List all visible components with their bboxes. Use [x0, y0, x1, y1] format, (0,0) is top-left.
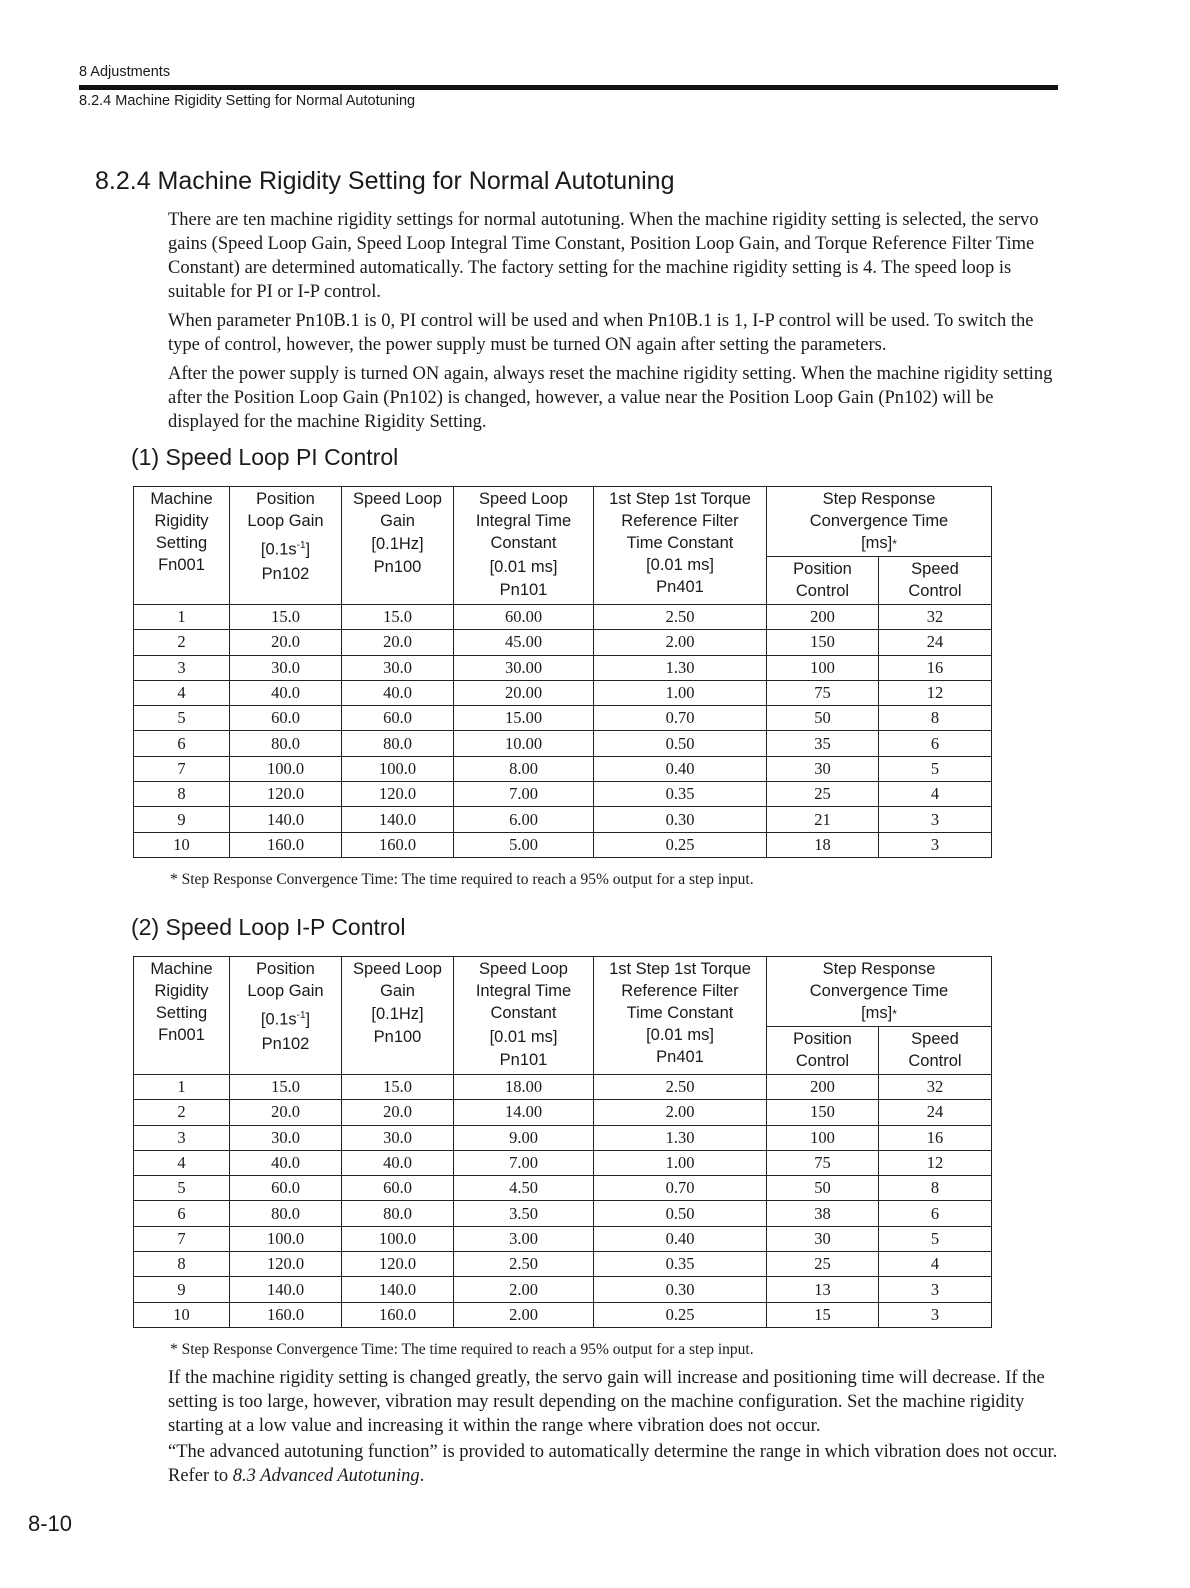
section-title: 8.2.4 Machine Rigidity Setting for Normal Autotuning	[95, 167, 675, 195]
header-line: Convergence Time	[809, 982, 949, 1000]
running-header-section: 8.2.4 Machine Rigidity Setting for Normal Autotuning	[79, 93, 416, 109]
closing-period: .	[419, 1466, 425, 1486]
cell-filter-time: 0.50	[594, 731, 767, 756]
cell-position-control: 18	[767, 832, 879, 857]
cell-integral-time: 60.00	[454, 605, 594, 630]
unit-text: ]	[305, 540, 311, 559]
header-line: Pn102	[261, 1034, 310, 1053]
cell-speed-loop-gain: 80.0	[342, 1201, 454, 1226]
header-line: Fn001	[158, 1026, 205, 1044]
header-line: Setting	[155, 1004, 208, 1022]
table-row	[134, 1100, 992, 1125]
closing-paragraph-2	[168, 1440, 1058, 1488]
header-integral-time	[454, 957, 594, 1075]
header-line: Pn401	[656, 1048, 704, 1066]
cell-position-control: 30	[767, 1226, 879, 1251]
cell-position-loop-gain: 15.0	[230, 1075, 342, 1100]
header-line: Pn101	[499, 1051, 548, 1069]
header-line: Fn001	[158, 556, 205, 574]
cell-position-control: 50	[767, 706, 879, 731]
cell-rigidity: 4	[134, 1150, 230, 1175]
cell-filter-time: 0.70	[594, 1176, 767, 1201]
intro-paragraph-2: When parameter Pn10B.1 is 0, PI control will be used and when Pn10B.1 is 1, I-P control will be used. To switch the type of control, however, the power supply must be turned ON again after setting the parameters.	[168, 311, 1034, 355]
header-line: Pn100	[373, 1028, 422, 1046]
cell-position-loop-gain: 120.0	[230, 782, 342, 807]
header-speed-loop-gain	[342, 487, 454, 605]
closing-paragraph-1: If the machine rigidity setting is changed greatly, the servo gain will increase and positioning time will decrease. If the setting is too large, however, vibration may result depending on the machine configuration. Set the machine rigidity starting at a low value and increasing it within the range where vibration does not occur.	[168, 1368, 1045, 1436]
header-line: [0.1Hz]	[371, 1005, 424, 1023]
cell-filter-time: 0.40	[594, 756, 767, 781]
cell-filter-time: 0.30	[594, 807, 767, 832]
cell-integral-time: 15.00	[454, 706, 594, 731]
cell-filter-time: 0.30	[594, 1277, 767, 1302]
pi-control-table	[133, 486, 992, 858]
header-step-response	[767, 487, 992, 557]
unit-text: [0.1s	[260, 540, 297, 559]
cell-position-loop-gain: 15.0	[230, 605, 342, 630]
cell-rigidity: 5	[134, 706, 230, 731]
cell-speed-control: 5	[879, 1226, 992, 1251]
cell-position-loop-gain: 60.0	[230, 1176, 342, 1201]
cell-rigidity: 9	[134, 807, 230, 832]
cell-integral-time: 6.00	[454, 807, 594, 832]
cell-position-control: 30	[767, 756, 879, 781]
cell-speed-control: 12	[879, 680, 992, 705]
cell-speed-loop-gain: 30.0	[342, 655, 454, 680]
cell-speed-control: 3	[879, 807, 992, 832]
cell-integral-time: 2.00	[454, 1277, 594, 1302]
header-line: [0.1Hz]	[371, 535, 424, 553]
table-row	[134, 680, 992, 705]
cell-filter-time: 2.50	[594, 605, 767, 630]
cell-integral-time: 7.00	[454, 782, 594, 807]
cell-position-control: 200	[767, 1075, 879, 1100]
header-speed-control	[879, 1027, 992, 1075]
cell-speed-control: 8	[879, 706, 992, 731]
cell-position-control: 21	[767, 807, 879, 832]
running-header-chapter: 8 Adjustments	[79, 64, 171, 80]
cell-position-loop-gain: 20.0	[230, 1100, 342, 1125]
closing-text: “The advanced autotuning function” is provided to automatically determine the range in which vibration does not occur. Refer to	[168, 1442, 1058, 1486]
cell-speed-control: 3	[879, 1277, 992, 1302]
cell-position-loop-gain: 100.0	[230, 1226, 342, 1251]
cell-position-loop-gain: 80.0	[230, 1201, 342, 1226]
cell-position-control: 150	[767, 1100, 879, 1125]
cell-position-loop-gain: 120.0	[230, 1252, 342, 1277]
cell-speed-control: 16	[879, 655, 992, 680]
cell-position-control: 25	[767, 782, 879, 807]
cell-speed-control: 12	[879, 1150, 992, 1175]
cell-position-control: 25	[767, 1252, 879, 1277]
cell-speed-loop-gain: 140.0	[342, 1277, 454, 1302]
header-line: Constant	[490, 1004, 557, 1022]
cell-position-loop-gain: 100.0	[230, 756, 342, 781]
cell-speed-loop-gain: 15.0	[342, 1075, 454, 1100]
table-row	[134, 605, 992, 630]
cell-integral-time: 30.00	[454, 655, 594, 680]
cell-speed-control: 32	[879, 605, 992, 630]
cell-integral-time: 3.50	[454, 1201, 594, 1226]
cell-integral-time: 20.00	[454, 680, 594, 705]
table-row	[134, 782, 992, 807]
table-row	[134, 1125, 992, 1150]
cell-filter-time: 1.00	[594, 680, 767, 705]
unit-exponent: -1	[296, 1010, 306, 1021]
header-integral-time	[454, 487, 594, 605]
cell-position-control: 35	[767, 731, 879, 756]
cell-speed-loop-gain: 100.0	[342, 1226, 454, 1251]
header-line: Time Constant	[626, 1004, 734, 1022]
cell-position-loop-gain: 80.0	[230, 731, 342, 756]
cell-integral-time: 45.00	[454, 630, 594, 655]
cell-position-loop-gain: 160.0	[230, 832, 342, 857]
header-line: Control	[795, 582, 850, 600]
header-line: Control	[908, 1052, 962, 1070]
cell-integral-time: 8.00	[454, 756, 594, 781]
table-footnote: * Step Response Convergence Time: The time required to reach a 95% output for a step input.	[170, 871, 754, 888]
header-line: Gain	[380, 512, 415, 530]
cell-integral-time: 2.50	[454, 1252, 594, 1277]
cell-speed-control: 4	[879, 1252, 992, 1277]
cell-speed-control: 24	[879, 1100, 992, 1125]
cell-speed-loop-gain: 80.0	[342, 731, 454, 756]
cell-position-loop-gain: 40.0	[230, 1150, 342, 1175]
cell-rigidity: 7	[134, 756, 230, 781]
unit-text: [ms]	[861, 534, 893, 552]
ip-control-table	[133, 956, 992, 1328]
cell-filter-time: 1.00	[594, 1150, 767, 1175]
unit-exponent: -1	[296, 540, 306, 551]
header-line: Time Constant	[626, 534, 734, 552]
header-line: Speed Loop	[478, 490, 568, 508]
header-machine-rigidity	[134, 957, 230, 1075]
table-row	[134, 1176, 992, 1201]
cell-speed-control: 8	[879, 1176, 992, 1201]
cell-rigidity: 6	[134, 1201, 230, 1226]
cell-position-loop-gain: 40.0	[230, 680, 342, 705]
header-line: 1st Step 1st Torque	[609, 490, 751, 508]
cell-rigidity: 4	[134, 680, 230, 705]
header-line: [0.01 ms]	[489, 558, 558, 576]
cell-position-loop-gain: 30.0	[230, 655, 342, 680]
table-row	[134, 655, 992, 680]
page-number: 8-10	[28, 1511, 73, 1536]
table-row	[134, 807, 992, 832]
header-line: Pn100	[373, 558, 422, 576]
cell-rigidity: 6	[134, 731, 230, 756]
cell-integral-time: 4.50	[454, 1176, 594, 1201]
cell-speed-loop-gain: 20.0	[342, 1100, 454, 1125]
header-line: Loop Gain	[247, 982, 324, 1000]
footnote-marker: *	[892, 537, 897, 551]
cell-speed-loop-gain: 20.0	[342, 630, 454, 655]
cross-reference-link[interactable]: 8.3 Advanced Autotuning	[232, 1466, 420, 1486]
cell-speed-loop-gain: 160.0	[342, 832, 454, 857]
unit-text: ]	[305, 1010, 311, 1029]
cell-filter-time: 0.40	[594, 1226, 767, 1251]
header-speed-control	[879, 557, 992, 605]
cell-rigidity: 10	[134, 832, 230, 857]
header-line: Step Response	[822, 960, 936, 978]
table-footnote: * Step Response Convergence Time: The time required to reach a 95% output for a step input.	[170, 1341, 754, 1358]
cell-speed-loop-gain: 60.0	[342, 706, 454, 731]
cell-filter-time: 2.00	[594, 630, 767, 655]
header-rule	[79, 85, 1058, 90]
cell-speed-loop-gain: 100.0	[342, 756, 454, 781]
cell-speed-loop-gain: 60.0	[342, 1176, 454, 1201]
header-torque-filter	[594, 957, 767, 1075]
cell-filter-time: 0.35	[594, 1252, 767, 1277]
cell-position-control: 150	[767, 630, 879, 655]
header-line: Speed	[911, 1030, 959, 1048]
header-torque-filter	[594, 487, 767, 605]
table-row	[134, 731, 992, 756]
cell-rigidity: 2	[134, 1100, 230, 1125]
cell-position-control: 50	[767, 1176, 879, 1201]
header-line: Position	[256, 960, 315, 978]
cell-speed-control: 5	[879, 756, 992, 781]
header-line: Machine	[150, 960, 213, 978]
cell-speed-loop-gain: 140.0	[342, 807, 454, 832]
cell-rigidity: 5	[134, 1176, 230, 1201]
cell-position-control: 100	[767, 1125, 879, 1150]
header-line: Constant	[490, 534, 557, 552]
cell-position-control: 15	[767, 1302, 879, 1327]
table-row	[134, 756, 992, 781]
header-line	[767, 1002, 991, 1025]
header-line: Pn102	[261, 564, 310, 583]
cell-integral-time: 9.00	[454, 1125, 594, 1150]
cell-position-loop-gain: 20.0	[230, 630, 342, 655]
intro-paragraph-1: There are ten machine rigidity settings for normal autotuning. When the machine rigidity setting is selected, the servo gains (Speed Loop Gain, Speed Loop Integral Time Constant, Position Loop Gain, and Torque Reference Filter Time Constant) are determined automatically. The factory setting for the machine rigidity setting is 4. The speed loop is suitable for PI or I-P control.	[168, 210, 1039, 302]
cell-speed-control: 24	[879, 630, 992, 655]
cell-integral-time: 14.00	[454, 1100, 594, 1125]
unit-text: [0.1s	[260, 1010, 297, 1029]
table-row	[134, 1075, 992, 1100]
cell-integral-time: 5.00	[454, 832, 594, 857]
table-row	[134, 1226, 992, 1251]
cell-position-loop-gain: 60.0	[230, 706, 342, 731]
header-line: Control	[908, 582, 962, 600]
cell-rigidity: 2	[134, 630, 230, 655]
header-line: Pn101	[499, 581, 548, 599]
header-speed-loop-gain	[342, 957, 454, 1075]
cell-speed-control: 6	[879, 731, 992, 756]
cell-speed-loop-gain: 40.0	[342, 1150, 454, 1175]
header-line	[767, 532, 991, 555]
header-line: Position	[793, 1030, 852, 1048]
cell-position-loop-gain: 140.0	[230, 1277, 342, 1302]
cell-integral-time: 18.00	[454, 1075, 594, 1100]
header-line: 1st Step 1st Torque	[609, 960, 751, 978]
header-line: Setting	[155, 534, 208, 552]
cell-filter-time: 1.30	[594, 1125, 767, 1150]
cell-filter-time: 0.25	[594, 832, 767, 857]
header-line: Machine	[150, 490, 213, 508]
header-line: Convergence Time	[809, 512, 949, 530]
cell-position-control: 100	[767, 655, 879, 680]
cell-speed-control: 4	[879, 782, 992, 807]
header-position-control	[767, 1027, 879, 1075]
cell-position-control: 13	[767, 1277, 879, 1302]
cell-speed-loop-gain: 40.0	[342, 680, 454, 705]
cell-rigidity: 9	[134, 1277, 230, 1302]
header-machine-rigidity	[134, 487, 230, 605]
cell-rigidity: 3	[134, 655, 230, 680]
cell-rigidity: 8	[134, 782, 230, 807]
header-position-loop-gain	[230, 487, 342, 605]
table-row	[134, 630, 992, 655]
subsection-title-ip: (2) Speed Loop I-P Control	[131, 914, 406, 940]
header-line: Speed Loop	[352, 960, 442, 978]
table-row	[134, 1277, 992, 1302]
header-line: [0.01 ms]	[646, 1026, 714, 1044]
cell-filter-time: 0.50	[594, 1201, 767, 1226]
header-line: Rigidity	[154, 982, 209, 1000]
cell-rigidity: 10	[134, 1302, 230, 1327]
table-row	[134, 1201, 992, 1226]
cell-integral-time: 7.00	[454, 1150, 594, 1175]
intro-paragraph-3: After the power supply is turned ON again, always reset the machine rigidity setting. When the machine rigidity setting after the Position Loop Gain (Pn102) is changed, however, a value near the Position Loop Gain (Pn102) will be displayed for the machine Rigidity Setting.	[168, 364, 1053, 432]
cell-speed-loop-gain: 30.0	[342, 1125, 454, 1150]
cell-speed-loop-gain: 15.0	[342, 605, 454, 630]
header-line: Loop Gain	[247, 512, 324, 530]
table-row	[134, 832, 992, 857]
table-row	[134, 1252, 992, 1277]
header-line: Integral Time	[475, 512, 572, 530]
header-line: Speed Loop	[352, 490, 442, 508]
footnote-marker: *	[892, 1007, 897, 1021]
header-position-loop-gain	[230, 957, 342, 1075]
cell-position-loop-gain: 160.0	[230, 1302, 342, 1327]
header-line: Position	[793, 560, 852, 578]
header-line: Integral Time	[475, 982, 572, 1000]
header-line: Speed Loop	[478, 960, 568, 978]
cell-position-control: 75	[767, 1150, 879, 1175]
header-line: [0.01 ms]	[646, 556, 714, 574]
header-unit	[230, 1005, 341, 1031]
table-row	[134, 1302, 992, 1327]
cell-rigidity: 1	[134, 605, 230, 630]
cell-position-control: 200	[767, 605, 879, 630]
cell-integral-time: 10.00	[454, 731, 594, 756]
cell-integral-time: 2.00	[454, 1302, 594, 1327]
cell-speed-control: 32	[879, 1075, 992, 1100]
header-line: Gain	[380, 982, 415, 1000]
cell-filter-time: 2.50	[594, 1075, 767, 1100]
cell-speed-loop-gain: 120.0	[342, 1252, 454, 1277]
table-row	[134, 1150, 992, 1175]
cell-rigidity: 1	[134, 1075, 230, 1100]
header-position-control	[767, 557, 879, 605]
cell-filter-time: 0.70	[594, 706, 767, 731]
header-unit	[230, 535, 341, 561]
cell-filter-time: 1.30	[594, 655, 767, 680]
header-line: Speed	[911, 560, 959, 578]
subsection-title-pi: (1) Speed Loop PI Control	[131, 444, 399, 470]
cell-rigidity: 7	[134, 1226, 230, 1251]
cell-speed-control: 3	[879, 832, 992, 857]
header-line: Step Response	[822, 490, 936, 508]
header-line: [0.01 ms]	[489, 1028, 558, 1046]
cell-speed-control: 16	[879, 1125, 992, 1150]
table-row	[134, 706, 992, 731]
unit-text: [ms]	[861, 1004, 893, 1022]
cell-position-control: 75	[767, 680, 879, 705]
cell-speed-control: 6	[879, 1201, 992, 1226]
cell-rigidity: 3	[134, 1125, 230, 1150]
header-line: Reference Filter	[621, 512, 739, 530]
header-line: Control	[795, 1052, 850, 1070]
header-step-response	[767, 957, 992, 1027]
cell-position-loop-gain: 30.0	[230, 1125, 342, 1150]
header-line: Pn401	[656, 578, 704, 596]
cell-filter-time: 0.25	[594, 1302, 767, 1327]
header-line: Rigidity	[154, 512, 209, 530]
cell-rigidity: 8	[134, 1252, 230, 1277]
cell-filter-time: 0.35	[594, 782, 767, 807]
header-line: Position	[256, 490, 315, 508]
header-line: Reference Filter	[621, 982, 739, 1000]
cell-position-loop-gain: 140.0	[230, 807, 342, 832]
cell-position-control: 38	[767, 1201, 879, 1226]
cell-speed-loop-gain: 120.0	[342, 782, 454, 807]
cell-speed-loop-gain: 160.0	[342, 1302, 454, 1327]
cell-speed-control: 3	[879, 1302, 992, 1327]
cell-filter-time: 2.00	[594, 1100, 767, 1125]
cell-integral-time: 3.00	[454, 1226, 594, 1251]
